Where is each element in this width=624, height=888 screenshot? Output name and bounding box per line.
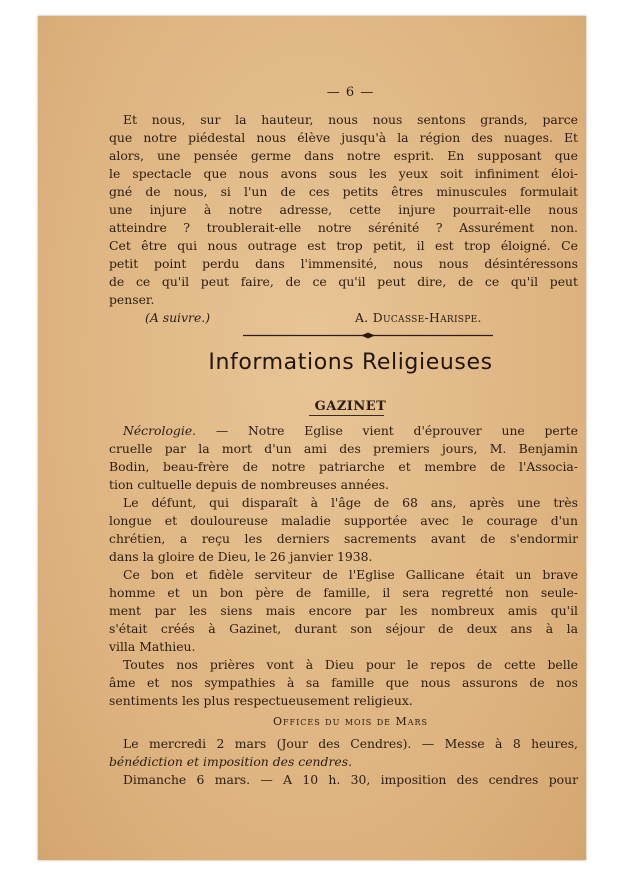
offices-line: Le mercredi 2 mars (Jour des Cendres). — Messe à 8 heures, [123, 736, 578, 751]
offices-line: Dimanche 6 mars. — A 10 h. 30, imposition des cendres pour [123, 772, 578, 787]
obituary-line: ment par les siens mais encore par les nombreux amis qu'il [109, 603, 578, 618]
location-underline [309, 415, 384, 416]
obituary-line: Toutes nos prières vont à Dieu pour le repos de cette belle [123, 657, 578, 672]
obituary-line: villa Mathieu. [109, 639, 196, 654]
obituary-line: cruelle par la mort d'un ami des premiers jours, M. Benjamin [109, 441, 578, 456]
obituary-first-line [123, 422, 578, 440]
obituary-line: sentiments les plus respectueusement religieux. [109, 693, 413, 708]
obituary-line: chrétien, a reçu les derniers sacrements avant de s'endormir [109, 531, 578, 546]
author-name: A. Ducasse-Harispe. [355, 310, 482, 325]
intro-line: Cet être qui nous outrage est trop petit, il est trop éloigné. Ce [109, 238, 578, 253]
to-follow-note: (A suivre.) [145, 310, 211, 325]
intro-line: de ce qu'il peut faire, de ce qu'il peut dire, de ce qu'il peut [109, 274, 578, 289]
intro-line: le spectacle que nous avons sous les yeux soit infiniment éloi- [109, 166, 578, 181]
obituary-first-line-text: — Notre Eglise vient d'éprouver une perte [196, 423, 578, 438]
location-heading: GAZINET [314, 399, 387, 414]
obituary-line: s'était créés à Gazinet, durant son séjour de deux ans à la [109, 621, 578, 636]
obituary-line: Bodin, beau-frère de notre patriarche et membre de l'Associa- [109, 459, 578, 474]
section-title: Informations Religieuses [208, 350, 493, 375]
intro-line: alors, une pensée germe dans notre esprit. En supposant que [109, 148, 578, 163]
section-divider [243, 332, 493, 339]
obituary-line: homme et un bon père de famille, il sera regretté non seule- [109, 585, 578, 600]
offices-heading: Offices du mois de Mars [272, 715, 429, 728]
intro-line: penser. [109, 292, 155, 307]
intro-line: gné de nous, si l'un de ces petits êtres minuscules formulait [109, 184, 578, 199]
obituary-label: Nécrologie. [123, 423, 197, 438]
intro-line: petit point perdu dans l'immensité, nous nous désintéressons [109, 256, 578, 271]
obituary-line: tion cultuelle depuis de nombreuses années. [109, 477, 389, 492]
intro-line: que notre piédestal nous élève jusqu'à la région des nuages. Et [109, 130, 578, 145]
offices-line: bénédiction et imposition des cendres. [109, 754, 353, 769]
intro-line: atteindre ? troublerait-elle notre sérénité ? Assurément non. [109, 220, 578, 235]
obituary-line: Le défunt, qui disparaît à l'âge de 68 ans, après une très [123, 495, 578, 510]
obituary-line: longue et douloureuse maladie supportée avec le courage d'un [109, 513, 578, 528]
intro-line: une injure à notre adresse, cette injure pourrait-elle nous [109, 202, 578, 217]
page-number: — 6 — [326, 85, 375, 100]
obituary-line: dans la gloire de Dieu, le 26 janvier 1938. [109, 549, 373, 564]
obituary-line: Ce bon et fidèle serviteur de l'Eglise Gallicane était un brave [123, 567, 578, 582]
intro-line: Et nous, sur la hauteur, nous nous sentons grands, parce [123, 112, 578, 127]
scanned-page [38, 16, 586, 860]
obituary-line: âme et nos sympathies à sa famille que nous assurons de nos [109, 675, 578, 690]
